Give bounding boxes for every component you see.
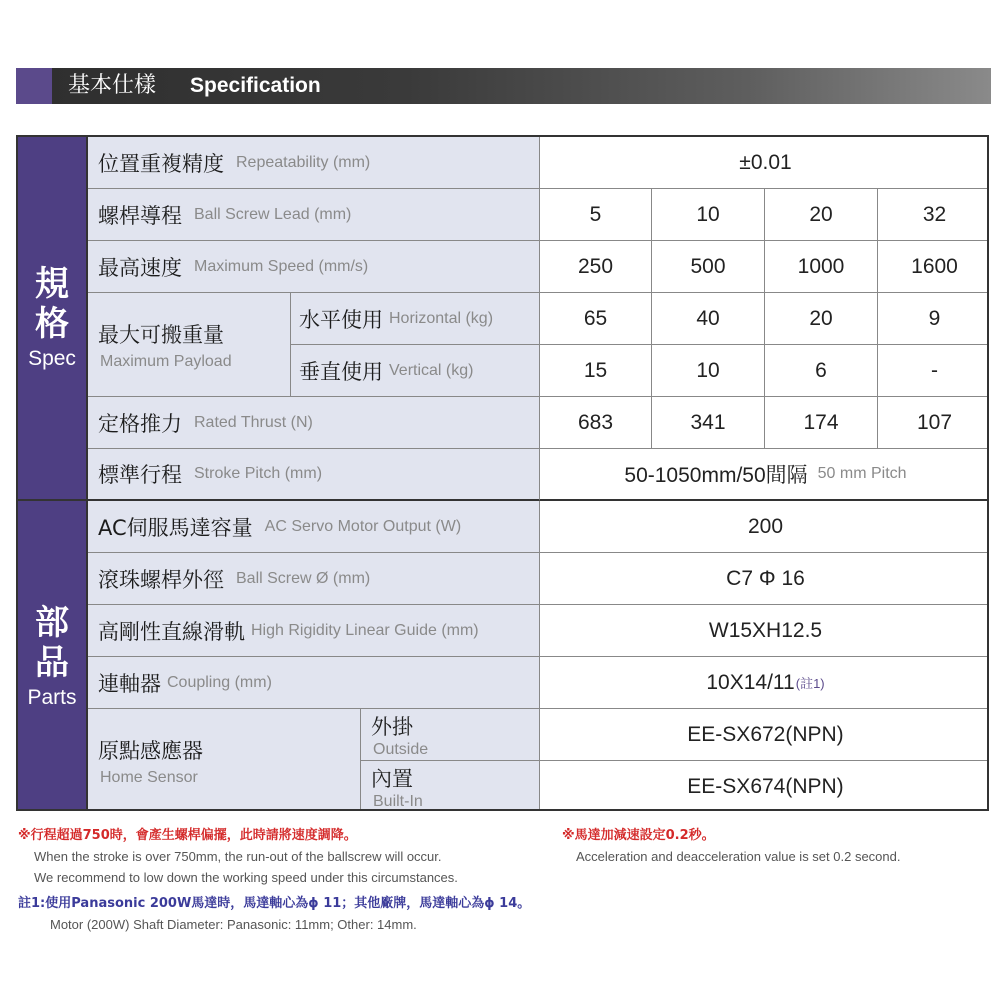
screw-zh: 滾珠螺桿外徑 bbox=[98, 567, 224, 592]
row-speed-label bbox=[88, 241, 540, 293]
lead-zh: 螺桿導程 bbox=[98, 203, 182, 228]
lead-value-1: 5 bbox=[540, 189, 652, 241]
thrust-value-1: 683 bbox=[540, 397, 652, 449]
payload-horizontal-value-4: 9 bbox=[878, 293, 989, 345]
note-footnote-zh: 註1:使用Panasonic 200W馬達時，馬達軸心為ϕ 11；其他廠牌，馬達軸心為ϕ 14。 bbox=[18, 896, 531, 911]
section-spec-zh1: 規 bbox=[35, 264, 69, 304]
thrust-value-4: 107 bbox=[878, 397, 989, 449]
sensor-builtin-zh: 內置 bbox=[371, 767, 413, 791]
coupling-value-main: 10X14/11 bbox=[706, 670, 795, 694]
row-repeatability-label bbox=[88, 137, 540, 189]
sensor-builtin-en: Built-In bbox=[373, 793, 423, 810]
note-stroke-en1: When the stroke is over 750mm, the run-out of the ballscrew will occur. bbox=[34, 849, 442, 864]
speed-value-3: 1000 bbox=[765, 241, 878, 293]
speed-value-1: 250 bbox=[540, 241, 652, 293]
sensor-outside-value: EE-SX672(NPN) bbox=[540, 709, 989, 761]
guide-en: High Rigidity Linear Guide (mm) bbox=[251, 621, 479, 639]
sensor-zh: 原點感應器 bbox=[98, 739, 203, 763]
motor-value: 200 bbox=[540, 501, 989, 553]
header-title-zh: 基本仕樣 bbox=[68, 73, 157, 98]
speed-value-2: 500 bbox=[652, 241, 765, 293]
repeatability-en: Repeatability (mm) bbox=[236, 153, 371, 171]
stroke-value-en: 50 mm Pitch bbox=[817, 465, 907, 482]
thrust-zh: 定格推力 bbox=[98, 411, 182, 436]
coupling-en: Coupling (mm) bbox=[167, 673, 272, 691]
lead-value-3: 20 bbox=[765, 189, 878, 241]
row-stroke-label bbox=[88, 449, 540, 501]
sensor-outside-zh: 外掛 bbox=[371, 714, 413, 739]
thrust-value-3: 174 bbox=[765, 397, 878, 449]
section-spec-en: Spec bbox=[28, 347, 76, 370]
section-parts-en: Parts bbox=[27, 686, 77, 709]
row-coupling-label bbox=[88, 657, 540, 709]
speed-value-4: 1600 bbox=[878, 241, 989, 293]
stroke-en: Stroke Pitch (mm) bbox=[194, 465, 323, 482]
payload-zh: 最大可搬重量 bbox=[98, 322, 224, 347]
row-payload-label bbox=[88, 293, 291, 397]
speed-zh: 最高速度 bbox=[98, 255, 182, 280]
payload-horizontal-zh: 水平使用 bbox=[299, 307, 383, 332]
payload-vertical-en: Vertical (kg) bbox=[389, 361, 474, 379]
coupling-note-ref: (註1) bbox=[795, 676, 825, 691]
thrust-value-2: 341 bbox=[652, 397, 765, 449]
row-guide-label bbox=[88, 605, 540, 657]
note-accel-zh: ※馬達加減速設定0.2秒。 bbox=[562, 828, 715, 843]
sensor-builtin-label bbox=[361, 761, 540, 811]
payload-vertical-zh: 垂直使用 bbox=[299, 359, 383, 384]
row-lead-label bbox=[88, 189, 540, 241]
payload-vertical-value-3: 6 bbox=[765, 345, 878, 397]
row-thrust-label bbox=[88, 397, 540, 449]
stroke-value-main: 50-1050mm/50間隔 bbox=[624, 464, 808, 487]
repeatability-zh: 位置重複精度 bbox=[98, 151, 224, 176]
motor-zh: AC伺服馬達容量 bbox=[98, 515, 253, 540]
speed-en: Maximum Speed (mm/s) bbox=[194, 257, 369, 275]
payload-vertical-label bbox=[291, 345, 540, 397]
payload-horizontal-label bbox=[291, 293, 540, 345]
stroke-zh: 標準行程 bbox=[98, 463, 182, 487]
note-stroke-en2: We recommend to low down the working speed under this circumstances. bbox=[34, 870, 458, 885]
coupling-zh: 連軸器 bbox=[98, 671, 161, 696]
payload-vertical-value-2: 10 bbox=[652, 345, 765, 397]
lead-value-4: 32 bbox=[878, 189, 989, 241]
payload-horizontal-value-3: 20 bbox=[765, 293, 878, 345]
note-accel-en: Acceleration and deacceleration value is set 0.2 second. bbox=[576, 849, 901, 864]
header-bar bbox=[16, 68, 991, 104]
note-stroke-zh: ※行程超過750時，會產生螺桿偏擺，此時請將速度調降。 bbox=[18, 828, 357, 843]
row-motor-label bbox=[88, 501, 540, 553]
coupling-value bbox=[540, 657, 989, 709]
payload-en: Maximum Payload bbox=[100, 352, 232, 370]
thrust-en: Rated Thrust (N) bbox=[194, 413, 313, 431]
payload-vertical-value-4: - bbox=[878, 345, 989, 397]
sensor-outside-label bbox=[361, 709, 540, 761]
note-footnote-en: Motor (200W) Shaft Diameter: Panasonic: 11mm; Other: 14mm. bbox=[50, 917, 417, 932]
lead-en: Ball Screw Lead (mm) bbox=[194, 205, 352, 223]
payload-vertical-value-1: 15 bbox=[540, 345, 652, 397]
section-spec bbox=[18, 137, 88, 501]
payload-horizontal-value-1: 65 bbox=[540, 293, 652, 345]
stroke-value bbox=[540, 449, 989, 501]
section-parts-zh2: 品 bbox=[35, 643, 69, 683]
section-spec-zh2: 格 bbox=[35, 304, 69, 344]
lead-value-2: 10 bbox=[652, 189, 765, 241]
payload-horizontal-value-2: 40 bbox=[652, 293, 765, 345]
section-parts-zh1: 部 bbox=[35, 603, 69, 643]
payload-horizontal-en: Horizontal (kg) bbox=[389, 309, 494, 327]
section-parts bbox=[18, 501, 88, 811]
spec-table bbox=[16, 135, 989, 811]
row-sensor-label bbox=[88, 709, 361, 811]
header-accent bbox=[16, 68, 52, 104]
screw-value: C7 Φ 16 bbox=[540, 553, 989, 605]
sensor-builtin-value: EE-SX674(NPN) bbox=[540, 761, 989, 811]
motor-en: AC Servo Motor Output (W) bbox=[264, 517, 462, 535]
repeatability-value: ±0.01 bbox=[540, 137, 989, 189]
screw-en: Ball Screw Ø (mm) bbox=[236, 569, 371, 587]
row-screw-label bbox=[88, 553, 540, 605]
guide-value: W15XH12.5 bbox=[540, 605, 989, 657]
sensor-outside-en: Outside bbox=[373, 740, 429, 758]
sensor-en: Home Sensor bbox=[100, 769, 198, 786]
guide-zh: 高剛性直線滑軌 bbox=[98, 619, 245, 644]
header-title-en: Specification bbox=[190, 74, 321, 97]
